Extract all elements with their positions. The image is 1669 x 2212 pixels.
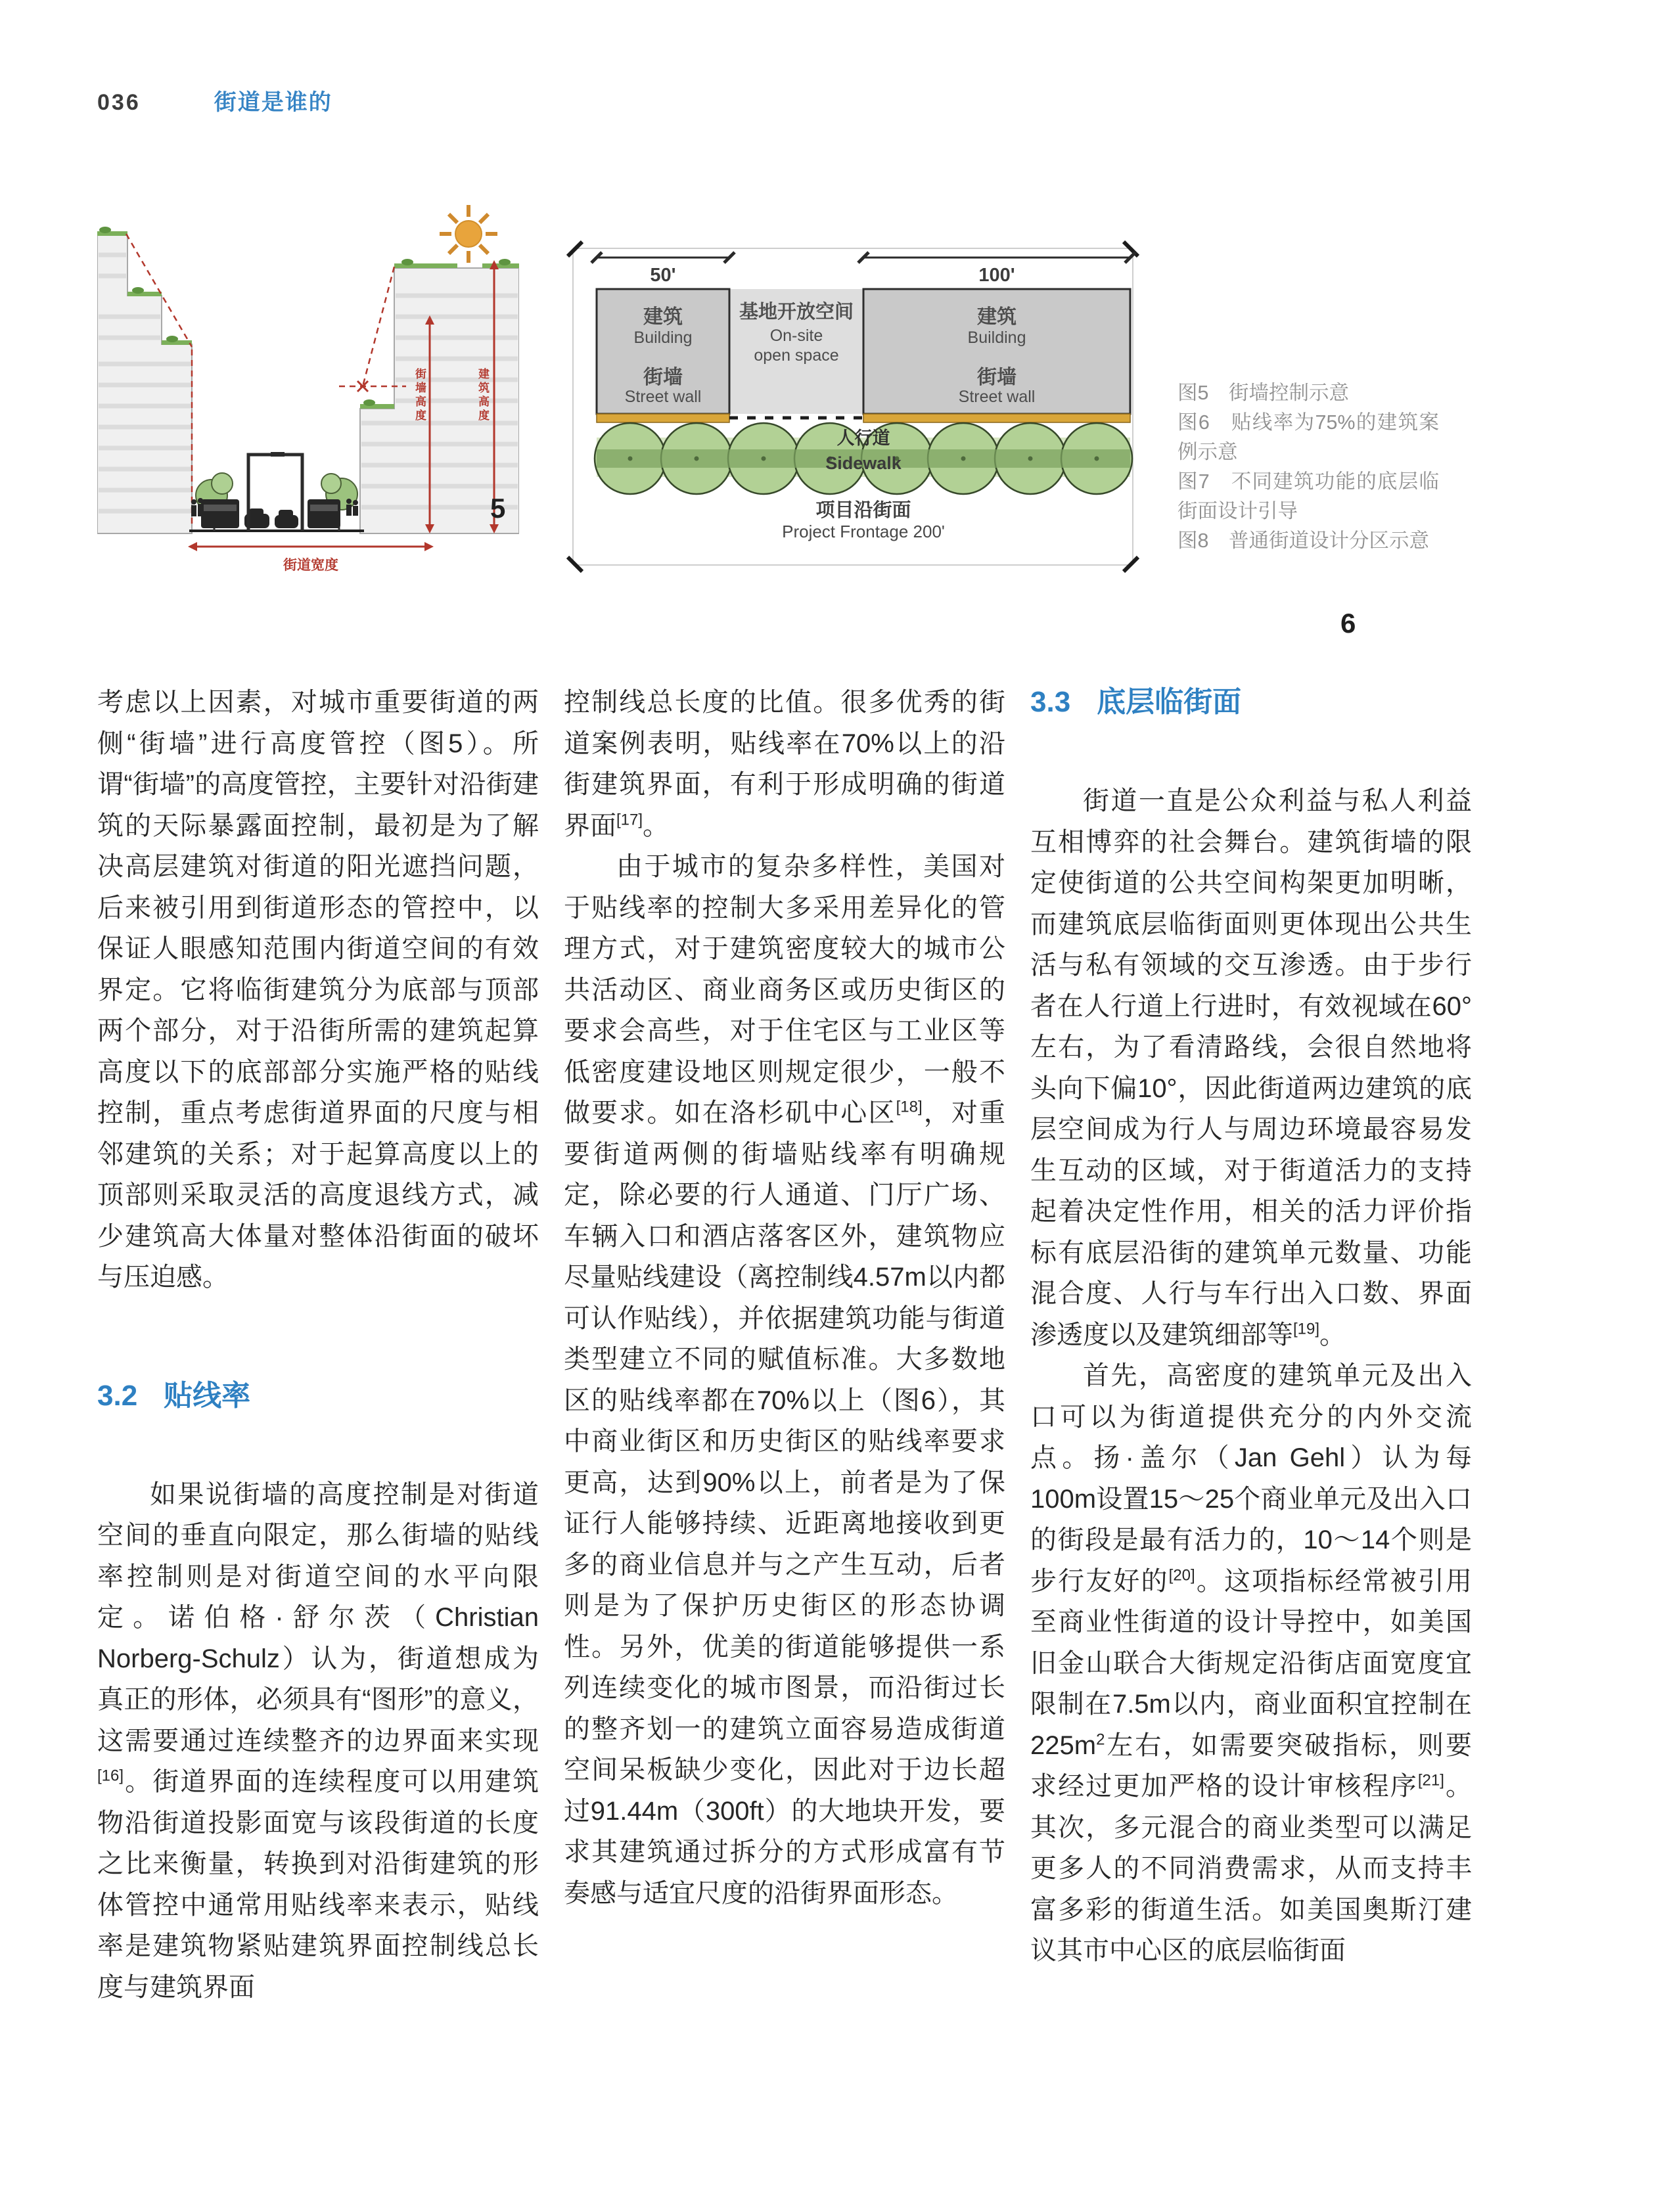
paragraph: 街道一直是公众利益与私人利益互相博弈的社会舞台。建筑街墙的限定使街道的公共空间构架更加明晰，而建筑底层临街面则更体现出公共生活与私有领域的交互渗透。由于步行者在人行道上行进时，有效视域在60°左右，为了看清路线，会很自然地将头向下偏10°，因此街道两边建筑的底层空间成为行人与周边环境最容易发生互动的区域，对于街道活力的支持起着决定性作用，相关的活力评价指标有底层沿街的建筑单元数量、功能混合度、人行与车行出入口数、界面渗透度以及建筑细部等[19]。 xyxy=(1030,786,1472,1349)
paragraph: 考虑以上因素，对城市重要街道的两侧“街墙”进行高度管控（图5）。所谓“街墙”的高度管控，主要针对沿街建筑的天际暴露面控制，最初是为了解决高层建筑对街道的阳光遮挡问题，后来被引用到街道形态的管控中，以保证人眼感知范围内街道空间的有效界定。它将临街建筑分为底部与顶部两个部分，对于沿街所需的建筑起算高度以下的底部部分实施严格的贴线控制，重点考虑街道界面的尺度与相邻建筑的关系；对于起算高度以上的顶部则采取灵活的高度退线方式，减少建筑高大体量对整体沿街面的破坏与压迫感。 xyxy=(97,688,539,1292)
open-space-en1-label: On-site xyxy=(769,327,823,345)
dim-100ft-label: 100' xyxy=(978,265,1015,286)
top-dimensions xyxy=(591,252,1135,263)
building-height-label: 建筑高度 xyxy=(476,368,489,423)
sun-icon xyxy=(440,205,497,263)
street-width-label: 街道宽度 xyxy=(283,558,338,573)
left-street-wall-en-label: Street wall xyxy=(624,388,702,406)
column-1 xyxy=(97,682,539,2008)
column-3 xyxy=(1030,682,1472,2008)
left-building-en-label: Building xyxy=(633,328,693,347)
right-street-wall-en-label: Street wall xyxy=(958,388,1036,406)
paragraph: 由于城市的复杂多样性，美国对于贴线率的控制大多采用差异化的管理方式，对于建筑密度较大的城市公共活动区、商业商务区或历史街区的要求会高些，对于住宅区与工业区等低密度建设地区则规定很少，一般不做要求。如在洛杉矶中心区[18]，对重要街道两侧的街墙贴线率有明确规定，除必要的行人通道、门厅广场、车辆入口和酒店落客区外，建筑物应尽量贴线建设（离控制线4.57m以内都可认作贴线），并依据建筑功能与街道类型建立不同的赋值标准。大多数地区的贴线率都在70%以上（图6），其中商业街区和历史街区的贴线率要求更高，达到90%以上，前者是为了保证行人能够持续、近距离地接收到更多的商业信息并与之产生互动，后者则是为了保护历史街区的形态协调性。另外，优美的街道能够提供一系列连续变化的城市图景，而沿街过长的整齐划一的建筑立面容易造成街道空间呆板缺少变化，因此对于边长超过91.44m（300ft）的大地块开发，要求其建筑通过拆分的方式形成富有节奏感与适宜尺度的沿街界面形态。 xyxy=(564,852,1006,1908)
page-header xyxy=(97,84,332,116)
caption-fig8: 图8 普通街道设计分区示意 xyxy=(1177,530,1429,552)
section-number: 3.3 xyxy=(1030,686,1071,718)
left-buildline-strip xyxy=(597,414,729,422)
figure5-street-section-diagram xyxy=(97,192,519,573)
open-space-en2-label: open space xyxy=(754,346,839,365)
paragraph: 如果说街墙的高度控制是对街道空间的垂直向限定，那么街墙的贴线率控制则是对街道空间的水平向限定。诺伯格·舒尔茨（Christian Norberg-Schulz）认为，街道想成为真正的形体，必须具有“图形”的意义，这需要通过连续整齐的边界面来实现[16]。街道界面的连续程度可以用建筑物沿街道投影面宽与该段街道的长度之比来衡量，转换到对沿街建筑的形体管控中通常用贴线率来表示，贴线率是建筑物紧贴建筑界面控制线总长度与建筑界面 xyxy=(97,1479,539,2002)
vehicles xyxy=(201,499,340,528)
section-heading-3-3 xyxy=(1030,682,1472,723)
left-building xyxy=(97,227,192,533)
paragraph: 首先，高密度的建筑单元及出入口可以为街道提供充分的内外交流点。扬·盖尔（Jan Gehl）认为每100m设置15～25个商业单元及出入口的街段是最有活力的，10～14个则是步行友好的[20]。这项指标经常被引用至商业性街道的设计导控中，如美国旧金山联合大街规定沿街店面宽度宜限制在7.5m以内，商业面积宜控制在$225m^2$左右，如需要突破指标，则要求经过更加严格的设计审核程序[21]。其次，多元混合的商业类型可以满足更多人的不同消费需求，从而支持丰富多彩的街道生活。如美国奥斯汀建议其市中心区的底层临街面 xyxy=(1030,1361,1473,1965)
section-number: 3.2 xyxy=(97,1379,138,1412)
paragraph: 控制线总长度的比值。很多优秀的街道案例表明，贴线率在70%以上的沿街建筑界面，有利于形成明确的街道界面[17]。 xyxy=(564,688,1005,840)
figure5-number: 5 xyxy=(490,493,506,524)
sidewalk-zh-label: 人行道 xyxy=(836,428,890,448)
figure5-drawing xyxy=(97,192,519,570)
figure6-frontage-plan-diagram xyxy=(564,238,1142,576)
open-space-zh-label: 基地开放空间 xyxy=(739,302,854,323)
sidewalk-en-label: Sidewalk xyxy=(825,453,902,473)
figure6-drawing xyxy=(564,238,1142,576)
frontage-en-label: Project Frontage 200' xyxy=(782,522,945,541)
right-building-zh-label: 建筑 xyxy=(977,306,1017,328)
dim-50ft-label: 50' xyxy=(650,265,676,286)
right-building-en-label: Building xyxy=(967,328,1026,347)
book-title: 街道是谁的 xyxy=(214,90,332,115)
caption-fig7: 图7 不同建筑功能的底层临街面设计引导 xyxy=(1177,470,1439,522)
section-heading-3-2 xyxy=(97,1376,539,1416)
street-scene xyxy=(189,452,364,531)
street-wall-height-label: 街墙高度 xyxy=(413,368,426,423)
caption-fig5: 图5 街墙控制示意 xyxy=(1177,382,1349,404)
left-street-wall-zh-label: 街墙 xyxy=(643,367,683,388)
figure-captions xyxy=(1177,378,1439,556)
right-street-wall-zh-label: 街墙 xyxy=(977,367,1017,388)
section-title: 贴线率 xyxy=(164,1379,251,1412)
text-columns xyxy=(97,682,1472,2008)
frontage-zh-label: 项目沿街面 xyxy=(815,500,911,521)
figure6-number: 6 xyxy=(1340,608,1356,639)
column-2 xyxy=(564,682,1005,2008)
left-building-zh-label: 建筑 xyxy=(643,306,683,328)
right-buildline-strip xyxy=(863,414,1130,422)
caption-fig6: 图6 贴线率为75%的建筑案例示意 xyxy=(1177,411,1439,463)
page-number: 036 xyxy=(97,90,141,115)
section-title: 底层临街面 xyxy=(1097,686,1242,718)
